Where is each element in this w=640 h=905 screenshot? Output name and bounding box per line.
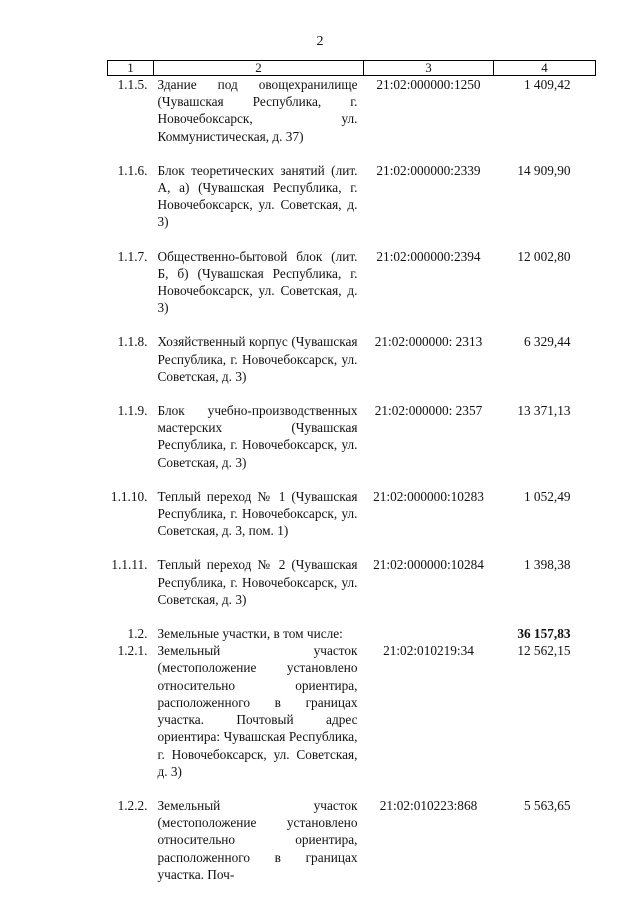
row-description: Общественно-бытовой блок (лит. Б, б) (Чувашская Республика, г. Новочебоксарск, ул. Советская, д. 3) [157,248,358,316]
row-value: 13 371,13 [517,403,571,419]
table-header-row [108,61,596,76]
row-number: 1.2. [127,626,148,642]
row-description: Блок теоретических занятий (лит. А, а) (Чувашская Республика, г. Новочебоксарск, ул. Советская, д. 3) [157,162,358,230]
row-description: Земельные участки, в том числе: [157,626,343,642]
column-header: 2 [154,61,364,76]
row-number: 1.2.2. [117,797,148,813]
row-number: 1.1.9. [117,403,148,419]
row-cadastral-number: 21:02:000000:10283 [373,488,484,504]
row-value: 12 562,15 [517,643,571,659]
row-number: 1.1.8. [117,334,148,350]
table-row [108,248,596,334]
table-row [108,797,596,883]
property-table [107,60,596,883]
row-value: 1 052,49 [523,488,571,504]
row-number: 1.1.11. [111,557,148,573]
column-header: 1 [108,61,154,76]
column-header: 4 [494,61,596,76]
row-description: Теплый переход № 1 (Чувашская Республика, г. Новочебоксарск, ул. Советская, д. 3, пом. 1) [157,488,358,539]
row-value: 1 409,42 [523,77,571,92]
column-header: 3 [364,61,494,76]
page-number: 2 [316,34,324,49]
table-row [108,162,596,248]
row-value: 5 563,65 [523,797,571,813]
row-cadastral-number: 21:02:000000:2339 [376,162,481,178]
row-cadastral-number: 21:02:010219:34 [383,643,474,659]
row-value: 6 329,44 [523,334,571,350]
row-value: 1 398,38 [523,557,571,573]
row-number: 1.1.7. [117,248,148,264]
row-description: Здание под овощехранилище (Чувашская Республика, г. Новочебоксарск, ул. Коммунистическая, д. 37) [157,77,358,144]
row-description: Земельный участок (местоположение установлено относительно ориентира, расположенного в границах участка. Поч- [157,797,358,882]
table-row [108,76,596,162]
table-row-section [108,625,596,642]
table-row [108,333,596,402]
table-row [108,488,596,557]
row-cadastral-number: 21:02:000000:10284 [373,557,484,573]
table-row [108,642,596,797]
row-value: 36 157,83 [517,626,571,642]
row-number: 1.2.1. [117,643,148,659]
row-cadastral-number: 21:02:000000:1250 [376,77,481,92]
row-description: Блок учебно-производственных мастерских (Чувашская Республика, г. Новочебоксарск, ул. Советская, д. 3) [157,403,358,470]
row-cadastral-number: 21:02:000000: 2313 [374,334,483,350]
row-cadastral-number: 21:02:010223:868 [379,797,478,813]
row-value: 14 909,90 [517,162,571,178]
row-number: 1.1.6. [117,162,148,178]
row-number: 1.1.10. [110,488,148,504]
row-cadastral-number [364,625,494,642]
row-description: Земельный участок (местоположение установлено относительно ориентира, расположенного в границах участка. Почтовый адрес ориентира: Чувашская Республика, г. Новочебоксарск, ул. Советская, д. 3) [157,643,358,779]
row-value: 12 002,80 [517,248,571,264]
row-cadastral-number: 21:02:000000:2394 [376,248,481,264]
row-description: Теплый переход № 2 (Чувашская Республика, г. Новочебоксарск, ул. Советская, д. 3) [157,557,358,607]
row-number: 1.1.5. [117,77,148,92]
row-cadastral-number: 21:02:000000: 2357 [374,403,483,419]
table-row [108,402,596,488]
table-row [108,556,596,625]
row-description: Хозяйственный корпус (Чувашская Республика, г. Новочебоксарск, ул. Советская, д. 3) [157,334,358,384]
